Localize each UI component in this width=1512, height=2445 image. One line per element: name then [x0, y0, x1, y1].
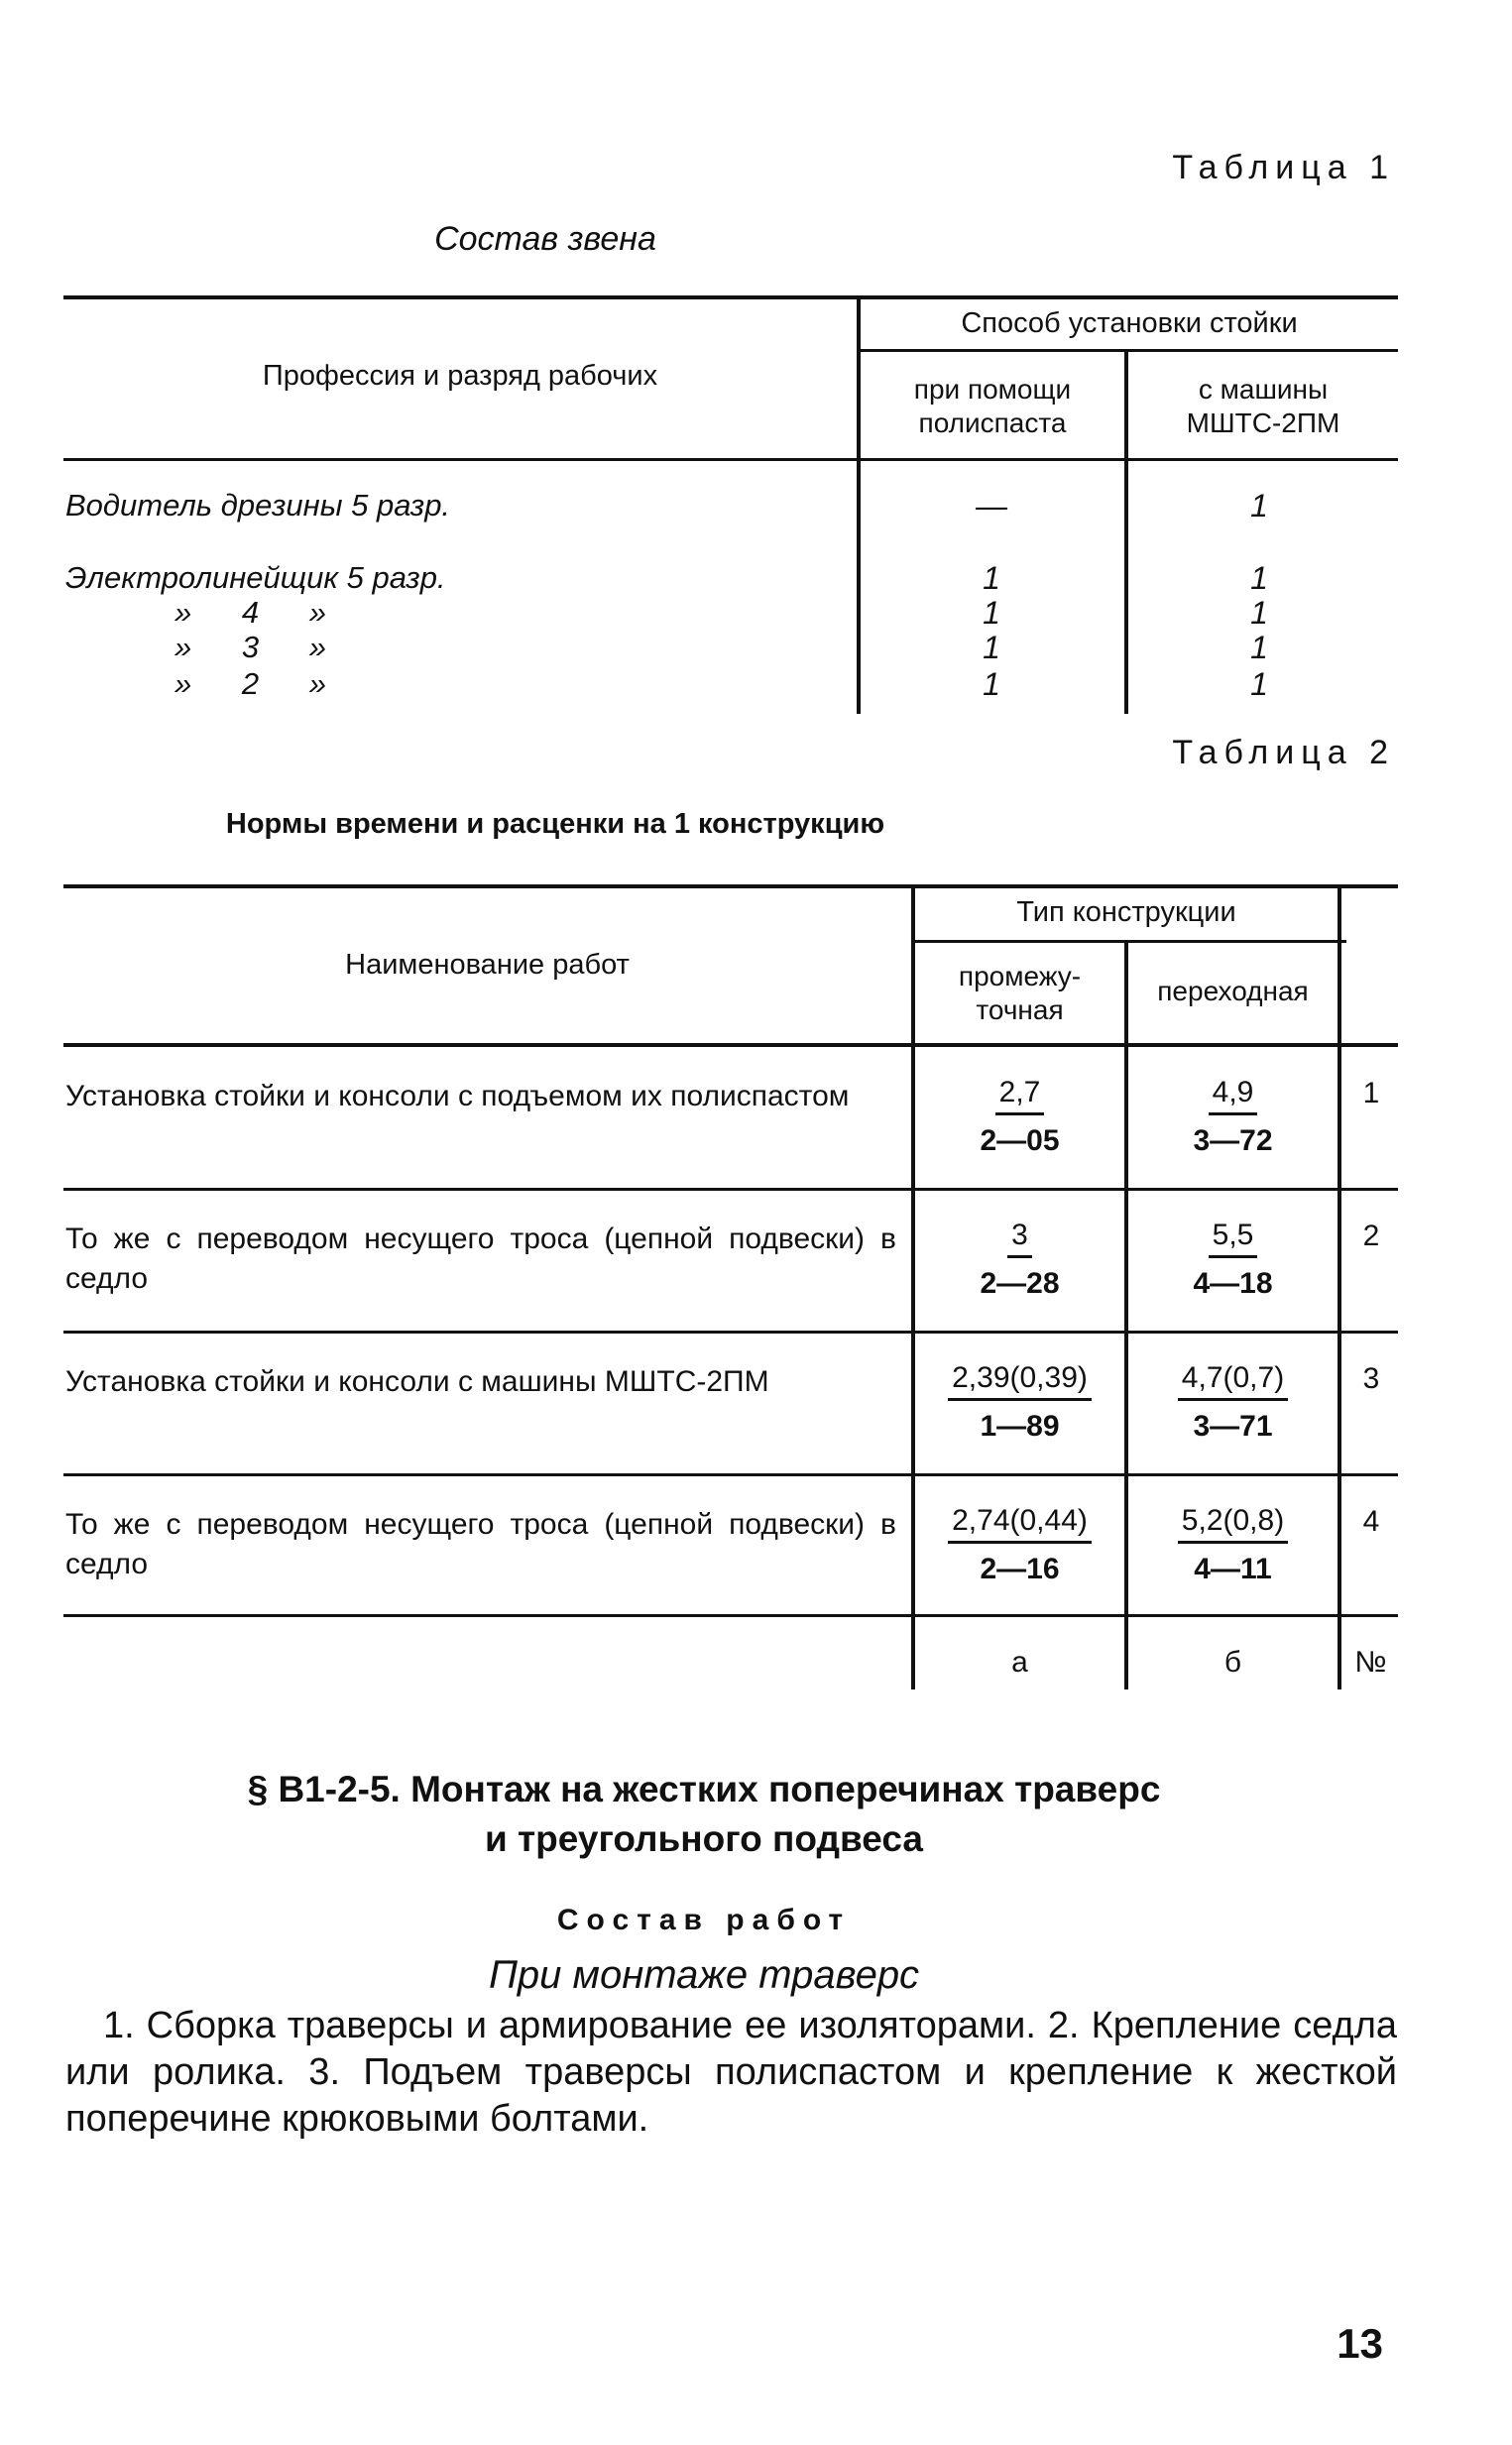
table1-row-value-b: 1: [1250, 488, 1268, 524]
table2-row-work: Установка стойки и консоли с машины МШТС-2ПМ: [65, 1365, 769, 1398]
table1-row-value-a: 1: [983, 595, 1000, 631]
table2-row-number: 2: [1362, 1220, 1380, 1252]
table2-col-header-intermediate: промежу-точная: [958, 961, 1082, 1025]
section-title-line2: и треугольного подвеса: [485, 1818, 923, 1859]
table2-title: Нормы времени и расценки на 1 конструкцию: [225, 808, 885, 840]
table1-group-rule: [859, 349, 1398, 352]
table2-row-value-b: $\frac{4,7(0,7)}{3—71}$: [1126, 1358, 1339, 1449]
table2-footer-number: №: [1354, 1646, 1387, 1679]
section-paragraph: 1. Сборка траверсы и армирование ее изоляторами. 2. Крепление седла или ролика. 3. Подъем траверсы полиспастом и крепление к жесткой поперечине крюковыми болтами.: [65, 2005, 1397, 2140]
table1-row-value-a: 1: [983, 666, 1000, 702]
table1-row-value-b: 1: [1250, 560, 1268, 596]
table1-header-rule: [63, 458, 1398, 461]
table2-row-work: То же с переводом несущего троса (цепной подвески) в седло: [65, 1508, 896, 1580]
table2-footer-a: а: [1011, 1646, 1028, 1679]
table2-group-rule: [914, 940, 1346, 943]
table1-row-label: Электролинейщик 5 разр.: [65, 560, 446, 595]
table1-row-value-a: —: [976, 488, 1007, 524]
section-title: [0, 1765, 1408, 1864]
table1-top-rule: [63, 295, 1398, 299]
table2-header-rule: [63, 1043, 1398, 1047]
table1-row-value-a: 1: [983, 560, 1000, 596]
section-title-line1: § В1-2-5. Монтаж на жестких поперечинах траверс: [247, 1769, 1161, 1809]
table2-col-header-work: Наименование работ: [345, 949, 630, 981]
table2-row-rule: [63, 1331, 1398, 1334]
table1-row-value-b: 1: [1250, 666, 1268, 702]
table1-row-value-b: 1: [1250, 595, 1268, 631]
table2-row-value-b: $\frac{5,5}{4—18}$: [1126, 1216, 1339, 1306]
table2-row-rule: [63, 1614, 1398, 1617]
table1-col-header-machine: с машины МШТС-2ПМ: [1186, 374, 1340, 438]
table1-title: Состав звена: [434, 220, 656, 258]
table1-col-header-group: Способ установки стойки: [961, 307, 1298, 339]
table1-row-label: » 4 »: [174, 595, 326, 630]
table1-row-label: » 2 »: [174, 666, 326, 701]
table1-col-header-polispast: при помощи полиспаста: [913, 374, 1072, 438]
table1-row-label: » 3 »: [174, 630, 326, 664]
table2-row-value-a: $\frac{2,7}{2—05}$: [913, 1073, 1126, 1163]
page-number: 13: [1337, 2320, 1383, 2367]
table2-row-value-a: $\frac{2,74(0,44)}{2—16}$: [913, 1501, 1126, 1591]
table2-row-number: 3: [1362, 1362, 1380, 1395]
table1-row-label: Водитель дрезины 5 разр.: [65, 488, 451, 523]
table2-footer-b: б: [1223, 1646, 1242, 1679]
table2-top-rule: [63, 884, 1398, 888]
table2-row-value-a: $\frac{2,39(0,39)}{1—89}$: [913, 1358, 1126, 1449]
table2-col-header-group: Тип конструкции: [1016, 896, 1236, 928]
table1-col-header-profession: Профессия и разряд рабочих: [262, 360, 658, 392]
section-subheading: При монтаже траверс: [488, 1953, 920, 1997]
table1-row-value-b: 1: [1250, 630, 1268, 665]
table2-col-header-transition: переходная: [1157, 976, 1309, 1006]
table2-row-number: 1: [1362, 1077, 1380, 1109]
table1-vline-1: [857, 297, 861, 714]
table2-row-rule: [63, 1473, 1398, 1476]
table2-row-rule: [63, 1188, 1398, 1191]
table2-row-number: 4: [1362, 1505, 1380, 1538]
table2-row-work: То же с переводом несущего троса (цепной подвески) в седло: [65, 1222, 896, 1295]
table2-label: Таблица 2: [1172, 734, 1395, 771]
section-subtitle: Состав работ: [556, 1904, 852, 1936]
table1-row-value-a: 1: [983, 630, 1000, 665]
table2-row-work: Установка стойки и консоли с подъемом их полиспастом: [65, 1080, 850, 1112]
table2-row-value-b: $\frac{5,2(0,8)}{4—11}$: [1126, 1501, 1339, 1591]
table1-label: Таблица 1: [1172, 149, 1395, 186]
table2-row-value-a: $\frac{3}{2—28}$: [913, 1216, 1126, 1306]
table2-row-value-b: $\frac{4,9}{3—72}$: [1126, 1073, 1339, 1163]
